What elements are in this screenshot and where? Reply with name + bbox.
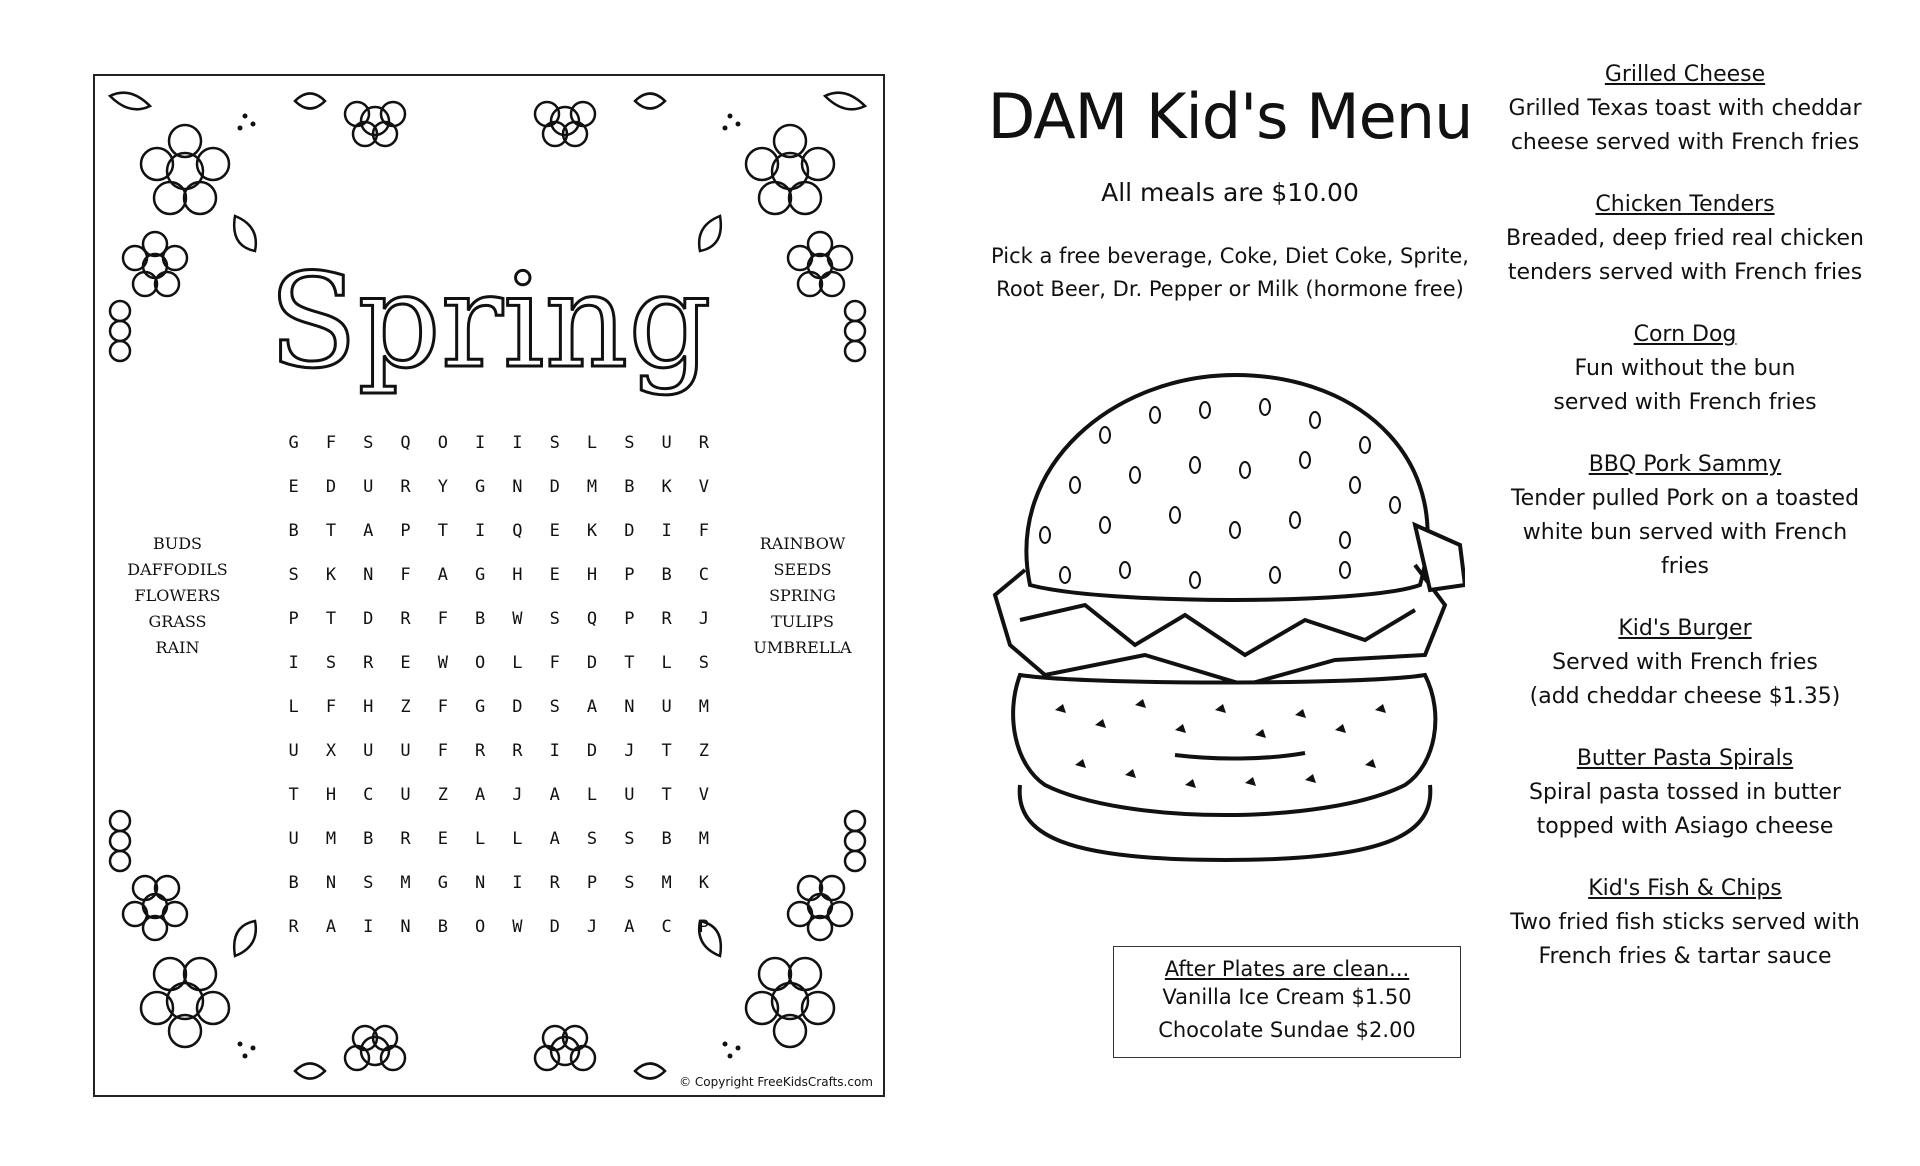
grid-row bbox=[275, 597, 723, 641]
grid-letter: R bbox=[475, 741, 486, 761]
menu-items-list bbox=[1490, 58, 1880, 1002]
menu-item bbox=[1490, 318, 1880, 420]
grid-letter: Q bbox=[400, 433, 411, 453]
grid-row bbox=[275, 465, 723, 509]
grid-letter: N bbox=[325, 873, 337, 893]
grid-letter: K bbox=[661, 477, 672, 497]
grid-letter: R bbox=[549, 873, 560, 893]
grid-letter: Q bbox=[512, 521, 523, 541]
grid-letter: A bbox=[586, 697, 598, 717]
grid-letter: J bbox=[624, 741, 635, 761]
grid-letter: I bbox=[475, 433, 486, 453]
grid-letter: N bbox=[475, 873, 486, 893]
grid-letter: U bbox=[288, 829, 299, 849]
grid-letter: L bbox=[661, 653, 672, 673]
grid-letter: W bbox=[512, 609, 523, 629]
grid-letter: T bbox=[661, 741, 672, 761]
word-list-item: RAINBOW bbox=[759, 534, 846, 553]
menu-item bbox=[1490, 612, 1880, 714]
grid-letter: K bbox=[698, 873, 710, 893]
meal-price-note: All meals are $10.00 bbox=[1101, 178, 1359, 207]
grid-letter: E bbox=[549, 521, 560, 541]
grid-letter: W bbox=[437, 653, 448, 673]
grid-letter: S bbox=[549, 433, 560, 453]
grid-letter: F bbox=[325, 697, 337, 717]
grid-letter: H bbox=[586, 565, 598, 585]
grid-letter: S bbox=[586, 829, 598, 849]
grid-letter: S bbox=[363, 433, 374, 453]
grid-letter: Q bbox=[586, 609, 598, 629]
grid-letter: O bbox=[475, 917, 486, 937]
word-list-item: GRASS bbox=[148, 612, 207, 631]
grid-letter: F bbox=[400, 565, 411, 585]
grid-letter: V bbox=[698, 785, 710, 805]
dessert-item: Chocolate Sundae $2.00 bbox=[1158, 1018, 1416, 1042]
grid-letter: V bbox=[698, 477, 710, 497]
grid-letter: I bbox=[363, 917, 374, 937]
grid-letter: P bbox=[400, 521, 411, 541]
grid-letter: A bbox=[325, 917, 337, 937]
grid-letter: B bbox=[437, 917, 448, 937]
grid-letter: T bbox=[325, 609, 337, 629]
word-list-left bbox=[110, 531, 245, 661]
grid-letter: Z bbox=[437, 785, 448, 805]
menu-item-desc: Spiral pasta tossed in butter bbox=[1529, 780, 1841, 805]
grid-letter: D bbox=[549, 917, 560, 937]
menu-item bbox=[1490, 742, 1880, 844]
grid-letter: T bbox=[661, 785, 672, 805]
grid-letter: N bbox=[363, 565, 374, 585]
menu-title: DAM Kid's Menu bbox=[987, 80, 1473, 153]
grid-letter: W bbox=[512, 917, 523, 937]
grid-letter: K bbox=[586, 521, 598, 541]
grid-letter: M bbox=[400, 873, 411, 893]
grid-letter: U bbox=[288, 741, 299, 761]
grid-letter: H bbox=[363, 697, 374, 717]
beverage-note bbox=[975, 240, 1485, 306]
grid-letter: F bbox=[437, 609, 448, 629]
grid-row bbox=[275, 421, 723, 465]
grid-row bbox=[275, 773, 723, 817]
grid-letter: J bbox=[698, 609, 710, 629]
menu-item bbox=[1490, 872, 1880, 974]
grid-letter: O bbox=[475, 653, 486, 673]
grid-letter: R bbox=[698, 433, 710, 453]
grid-letter: L bbox=[586, 433, 598, 453]
grid-letter: D bbox=[586, 653, 598, 673]
grid-letter: Z bbox=[400, 697, 411, 717]
copyright-notice: © Copyright FreeKidsCrafts.com bbox=[679, 1075, 873, 1089]
grid-row bbox=[275, 817, 723, 861]
grid-letter: J bbox=[512, 785, 523, 805]
menu-item-desc: Tender pulled Pork on a toasted bbox=[1510, 486, 1860, 511]
grid-letter: U bbox=[400, 741, 411, 761]
grid-letter: E bbox=[400, 653, 411, 673]
menu-item-desc: white bun served with French bbox=[1522, 520, 1848, 545]
grid-letter: D bbox=[325, 477, 337, 497]
grid-letter: R bbox=[661, 609, 672, 629]
grid-row bbox=[275, 861, 723, 905]
grid-letter: R bbox=[400, 609, 411, 629]
burger-illustration bbox=[985, 355, 1465, 875]
grid-letter: E bbox=[549, 565, 560, 585]
grid-letter: S bbox=[363, 873, 374, 893]
word-list-right bbox=[735, 531, 870, 661]
grid-row bbox=[275, 729, 723, 773]
spring-title-art bbox=[265, 226, 715, 406]
word-list-item: UMBRELLA bbox=[753, 638, 852, 657]
grid-letter: S bbox=[288, 565, 299, 585]
grid-letter: E bbox=[437, 829, 448, 849]
grid-letter: P bbox=[586, 873, 598, 893]
grid-letter: G bbox=[475, 697, 486, 717]
grid-letter: L bbox=[475, 829, 486, 849]
beverage-line: Pick a free beverage, Coke, Diet Coke, Sprite, bbox=[991, 244, 1469, 268]
grid-letter: M bbox=[661, 873, 672, 893]
grid-letter: H bbox=[512, 565, 523, 585]
grid-letter: I bbox=[512, 433, 523, 453]
menu-item-name: Chicken Tenders bbox=[1595, 192, 1775, 217]
grid-letter: B bbox=[475, 609, 486, 629]
grid-row bbox=[275, 905, 723, 949]
grid-letter: M bbox=[698, 829, 710, 849]
grid-letter: T bbox=[624, 653, 635, 673]
grid-letter: Y bbox=[437, 477, 448, 497]
grid-letter: I bbox=[661, 521, 672, 541]
grid-letter: R bbox=[512, 741, 523, 761]
grid-letter: R bbox=[400, 829, 411, 849]
grid-letter: S bbox=[698, 653, 710, 673]
grid-letter: B bbox=[363, 829, 374, 849]
grid-row bbox=[275, 641, 723, 685]
menu-item-desc: Served with French fries bbox=[1552, 650, 1818, 675]
grid-row bbox=[275, 553, 723, 597]
grid-letter: U bbox=[661, 433, 672, 453]
grid-letter: E bbox=[288, 477, 299, 497]
grid-letter: N bbox=[400, 917, 411, 937]
grid-letter: D bbox=[512, 697, 523, 717]
menu-item-name: Butter Pasta Spirals bbox=[1576, 746, 1794, 771]
menu-item-desc: tenders served with French fries bbox=[1507, 260, 1863, 285]
grid-row bbox=[275, 685, 723, 729]
grid-letter: D bbox=[549, 477, 560, 497]
grid-letter: S bbox=[549, 697, 560, 717]
grid-letter: Z bbox=[698, 741, 710, 761]
menu-item bbox=[1490, 448, 1880, 584]
grid-letter: G bbox=[288, 433, 299, 453]
menu-item-name: Grilled Cheese bbox=[1604, 62, 1766, 87]
menu-item bbox=[1490, 58, 1880, 160]
menu-item-desc: Fun without the bun bbox=[1574, 356, 1796, 381]
grid-letter: S bbox=[549, 609, 560, 629]
grid-letter: R bbox=[288, 917, 299, 937]
grid-letter: U bbox=[363, 477, 374, 497]
grid-letter: T bbox=[325, 521, 337, 541]
grid-letter: G bbox=[437, 873, 448, 893]
grid-letter: M bbox=[325, 829, 337, 849]
dessert-box bbox=[1113, 946, 1461, 1058]
word-list-item: SPRING bbox=[769, 586, 836, 605]
grid-letter: P bbox=[624, 565, 635, 585]
dessert-box-title: After Plates are clean... bbox=[1164, 957, 1410, 981]
grid-letter: L bbox=[586, 785, 598, 805]
word-search-panel bbox=[93, 74, 885, 1097]
menu-item-desc: topped with Asiago cheese bbox=[1536, 814, 1834, 839]
grid-letter: C bbox=[661, 917, 672, 937]
grid-letter: F bbox=[549, 653, 560, 673]
grid-letter: R bbox=[363, 653, 374, 673]
grid-letter: N bbox=[512, 477, 523, 497]
grid-letter: F bbox=[437, 697, 448, 717]
grid-letter: J bbox=[586, 917, 598, 937]
grid-letter: I bbox=[549, 741, 560, 761]
menu-item-desc: Breaded, deep fried real chicken bbox=[1506, 226, 1864, 251]
grid-letter: A bbox=[624, 917, 635, 937]
menu-item bbox=[1490, 188, 1880, 290]
grid-letter: U bbox=[363, 741, 374, 761]
grid-letter: I bbox=[475, 521, 486, 541]
grid-letter: B bbox=[288, 521, 299, 541]
word-list-item: BUDS bbox=[152, 534, 203, 553]
word-search-grid bbox=[275, 421, 723, 949]
grid-letter: B bbox=[661, 829, 672, 849]
grid-letter: S bbox=[624, 829, 635, 849]
grid-letter: B bbox=[288, 873, 299, 893]
grid-letter: A bbox=[363, 521, 374, 541]
grid-row bbox=[275, 509, 723, 553]
word-list-item: TULIPS bbox=[771, 612, 834, 631]
grid-letter: G bbox=[475, 565, 486, 585]
grid-letter: P bbox=[624, 609, 635, 629]
grid-letter: M bbox=[586, 477, 598, 497]
menu-item-name: Corn Dog bbox=[1633, 322, 1737, 347]
grid-letter: D bbox=[363, 609, 374, 629]
grid-letter: S bbox=[624, 873, 635, 893]
grid-letter: H bbox=[325, 785, 337, 805]
word-list-item: RAIN bbox=[155, 638, 200, 657]
menu-item-desc: French fries & tartar sauce bbox=[1538, 944, 1832, 969]
grid-letter: K bbox=[325, 565, 337, 585]
grid-letter: D bbox=[586, 741, 598, 761]
grid-letter: C bbox=[698, 565, 710, 585]
grid-letter: U bbox=[624, 785, 635, 805]
menu-item-name: Kid's Fish & Chips bbox=[1588, 876, 1782, 901]
grid-letter: F bbox=[437, 741, 448, 761]
menu-item-desc: Grilled Texas toast with cheddar bbox=[1508, 96, 1862, 121]
grid-letter: A bbox=[437, 565, 448, 585]
grid-letter: F bbox=[325, 433, 337, 453]
grid-letter: N bbox=[624, 697, 635, 717]
grid-letter: A bbox=[549, 785, 560, 805]
grid-letter: G bbox=[475, 477, 486, 497]
grid-letter: T bbox=[437, 521, 448, 541]
grid-letter: C bbox=[363, 785, 374, 805]
grid-letter: L bbox=[512, 829, 523, 849]
grid-letter: B bbox=[624, 477, 635, 497]
grid-letter: L bbox=[512, 653, 523, 673]
grid-letter: P bbox=[288, 609, 299, 629]
grid-letter: F bbox=[698, 521, 710, 541]
menu-item-desc: served with French fries bbox=[1553, 390, 1817, 415]
grid-letter: X bbox=[325, 741, 337, 761]
grid-letter: S bbox=[624, 433, 635, 453]
menu-item-desc: fries bbox=[1661, 554, 1709, 579]
spring-title-text: Spring bbox=[268, 245, 712, 397]
beverage-line: Root Beer, Dr. Pepper or Milk (hormone free) bbox=[996, 277, 1464, 301]
menu-item-name: BBQ Pork Sammy bbox=[1588, 452, 1782, 477]
menu-item-name: Kid's Burger bbox=[1618, 616, 1752, 641]
grid-letter: A bbox=[549, 829, 560, 849]
grid-letter: I bbox=[512, 873, 523, 893]
grid-letter: U bbox=[661, 697, 672, 717]
grid-letter: A bbox=[475, 785, 486, 805]
word-list-item: DAFFODILS bbox=[127, 560, 228, 579]
menu-item-desc: cheese served with French fries bbox=[1510, 130, 1860, 155]
grid-letter: D bbox=[624, 521, 635, 541]
grid-letter: M bbox=[698, 697, 710, 717]
dessert-item: Vanilla Ice Cream $1.50 bbox=[1162, 985, 1412, 1009]
grid-letter: I bbox=[288, 653, 299, 673]
grid-letter: O bbox=[437, 433, 448, 453]
word-list-item: SEEDS bbox=[773, 560, 832, 579]
word-list-item: FLOWERS bbox=[134, 586, 221, 605]
grid-letter: R bbox=[400, 477, 411, 497]
grid-letter: S bbox=[325, 653, 337, 673]
grid-letter: B bbox=[661, 565, 672, 585]
menu-item-desc: Two fried fish sticks served with bbox=[1510, 910, 1860, 935]
grid-letter: L bbox=[288, 697, 299, 717]
grid-letter: T bbox=[288, 785, 299, 805]
menu-item-desc: (add cheddar cheese $1.35) bbox=[1529, 684, 1841, 709]
grid-letter: P bbox=[698, 917, 710, 937]
grid-letter: U bbox=[400, 785, 411, 805]
